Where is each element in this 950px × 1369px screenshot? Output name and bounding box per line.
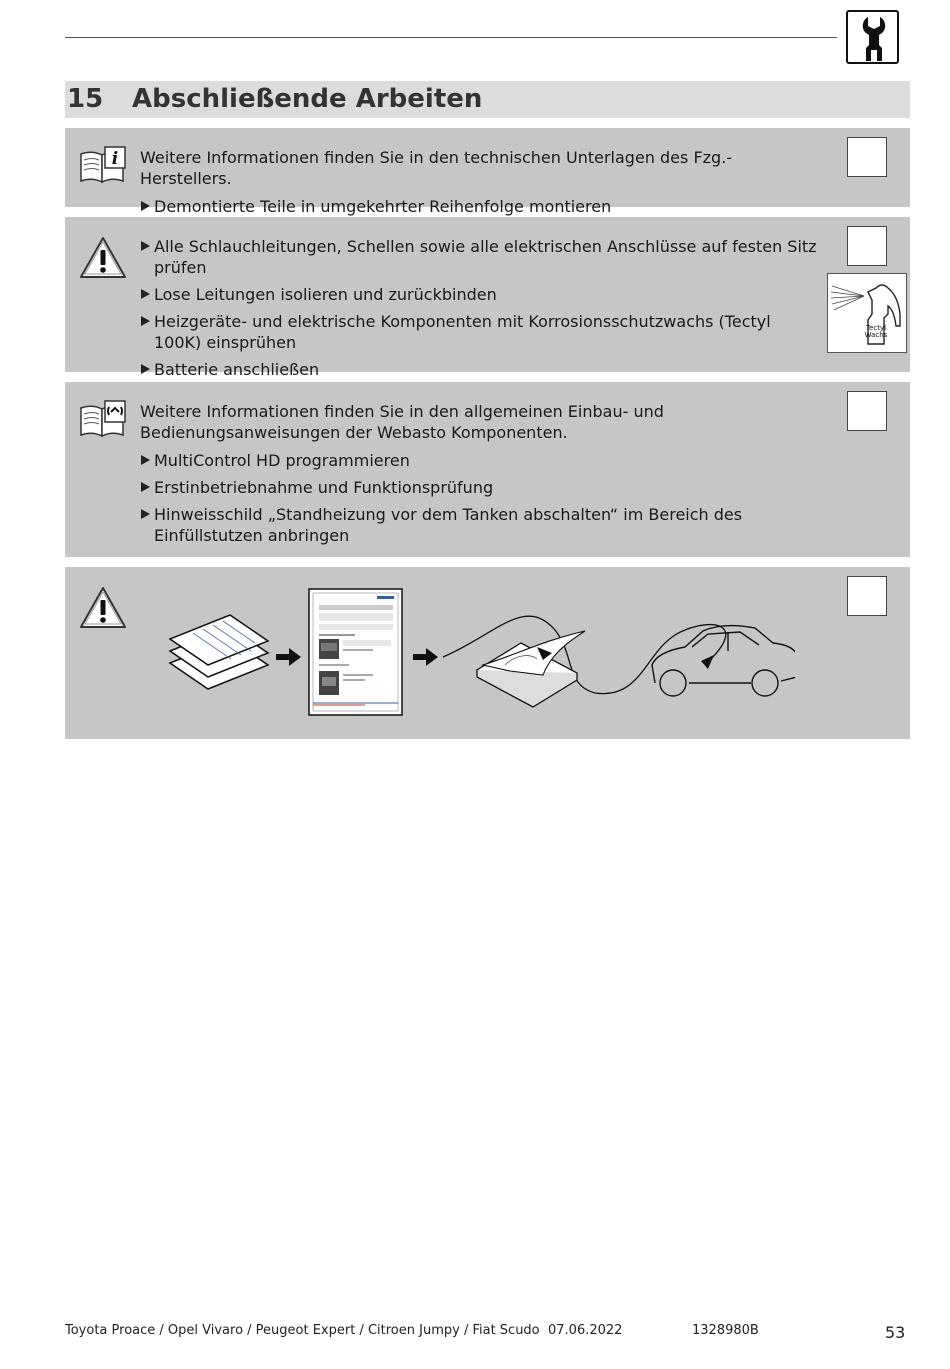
handover-illustration [165, 585, 795, 720]
footer-vehicles: Toyota Proace / Opel Vivaro / Peugeot Expert / Citroen Jumpy / Fiat Scudo [65, 1323, 540, 1338]
wrench-icon [846, 10, 899, 64]
page-number: 53 [885, 1323, 906, 1342]
spray-label-wachs: Wachs [864, 331, 888, 339]
list-item: Batterie anschließen [140, 359, 820, 380]
checklist-checkbox[interactable] [847, 137, 887, 177]
panel-manufacturer-info [65, 128, 910, 216]
section-number: 15 [67, 84, 104, 114]
svg-text:i: i [111, 149, 119, 169]
spray-label-tectyl: Tectyl [865, 324, 887, 332]
section-title: Abschließende Arbeiten [132, 84, 483, 114]
list-item: Hinweisschild „Standheizung vor dem Tanken abschalten“ im Bereich des Einfüllstutzen anbringen [140, 504, 820, 546]
section-heading [65, 81, 910, 118]
info-text: Weitere Informationen finden Sie in den technischen Unterlagen des Fzg.-Herstellers. [140, 148, 733, 188]
arrow-icon [413, 648, 438, 666]
panel-webasto-info [65, 382, 910, 557]
manual-webasto-icon [78, 400, 128, 444]
checklist-checkbox[interactable] [847, 391, 887, 431]
panel-checks [65, 217, 910, 379]
manual-page-icon [309, 589, 402, 715]
manual-info-icon [78, 146, 128, 190]
spray-can-icon [827, 273, 907, 353]
list-item: Demontierte Teile in umgekehrter Reihenfolge montieren [140, 196, 820, 217]
list-item: Alle Schlauchleitungen, Schellen sowie alle elektrischen Anschlüsse auf festen Sitz prüfen [140, 236, 820, 278]
list-item: Lose Leitungen isolieren und zurückbinden [140, 284, 820, 305]
arrow-icon [276, 648, 301, 666]
footer-date: 07.06.2022 [548, 1323, 623, 1338]
list-item: MultiControl HD programmieren [140, 450, 820, 471]
info-text: Weitere Informationen finden Sie in den allgemeinen Einbau- und Bedienungsanweisungen der Webasto Komponenten. [140, 402, 664, 442]
service-booklet-icon [477, 631, 585, 707]
panel-documents-handover [65, 567, 910, 739]
header-rule [65, 37, 837, 38]
checklist-checkbox[interactable] [847, 576, 887, 616]
checklist-checkbox[interactable] [847, 226, 887, 266]
warning-icon [78, 585, 128, 635]
list-item: Heizgeräte- und elektrische Komponenten mit Korrosionsschutzwachs (Tectyl 100K) einsprühen [140, 311, 820, 353]
list-item: Erstinbetriebnahme und Funktionsprüfung [140, 477, 820, 498]
warning-icon [78, 235, 128, 285]
document-stack-icon [170, 615, 268, 689]
footer-doc-number: 1328980B [692, 1323, 759, 1338]
